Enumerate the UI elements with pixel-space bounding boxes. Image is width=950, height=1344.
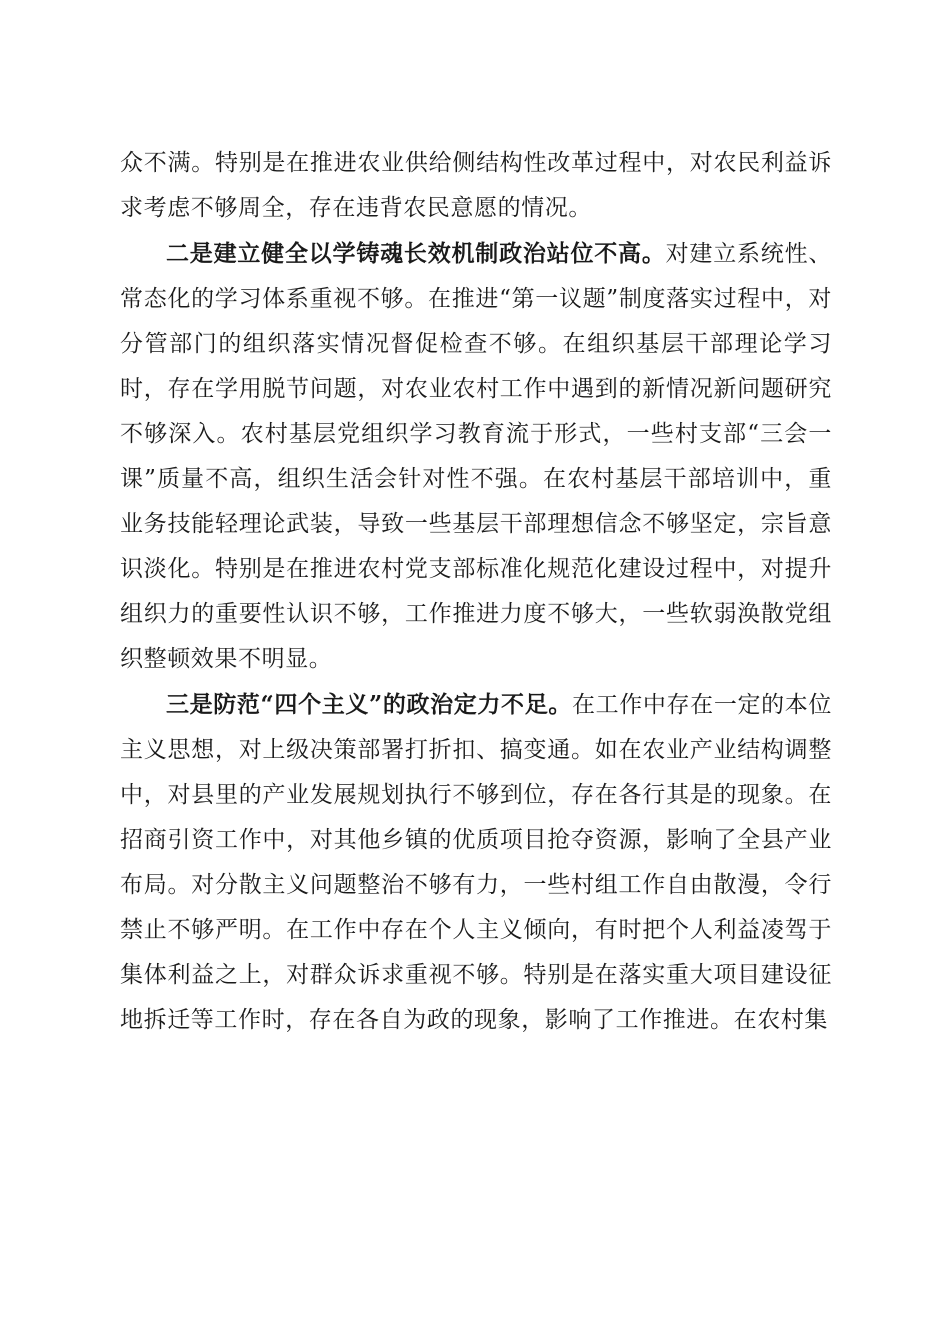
paragraph-item-2 bbox=[120, 231, 832, 682]
paragraph-text: 对建立系统性、常态化的学习体系重视不够。在推进“第一议题”制度落实过程中，对分管部门的组织落实情况督促检查不够。在组织基层干部理论学习时，存在学用脱节问题，对农业农村工作中遇到的新情况新问题研究不够深入。农村基层党组织学习教育流于形式，一些村支部“三会一课”质量不高，组织生活会针对性不强。在农村基层干部培训中，重业务技能轻理论武装，导致一些基层干部理想信念不够坚定，宗旨意识淡化。特别是在推进农村党支部标准化规范化建设过程中，对提升组织力的重要性认识不够，工作推进力度不够大，一些软弱涣散党组织整顿效果不明显。 bbox=[120, 241, 832, 672]
paragraph-continued bbox=[120, 140, 832, 231]
document-body bbox=[120, 140, 832, 1043]
paragraph-text: 众不满。特别是在推进农业供给侧结构性改革过程中，对农民利益诉求考虑不够周全，存在违背农民意愿的情况。 bbox=[120, 150, 832, 221]
paragraph-item-3 bbox=[120, 682, 832, 1043]
paragraph-text: 在工作中存在一定的本位主义思想，对上级决策部署打折扣、搞变通。如在农业产业结构调整中，对县里的产业发展规划执行不够到位，存在各行其是的现象。在招商引资工作中，对其他乡镇的优质项目抢夺资源，影响了全县产业布局。对分散主义问题整治不够有力，一些村组工作自由散漫，令行禁止不够严明。在工作中存在个人主义倾向，有时把个人利益凌驾于集体利益之上，对群众诉求重视不够。特别是在落实重大项目建设征地拆迁等工作时，存在各自为政的现象，影响了工作推进。在农村集 bbox=[120, 692, 832, 1033]
paragraph-lead: 二是建立健全以学铸魂长效机制政治站位不高。 bbox=[166, 240, 666, 267]
paragraph-lead: 三是防范“四个主义”的政治定力不足。 bbox=[166, 691, 572, 718]
